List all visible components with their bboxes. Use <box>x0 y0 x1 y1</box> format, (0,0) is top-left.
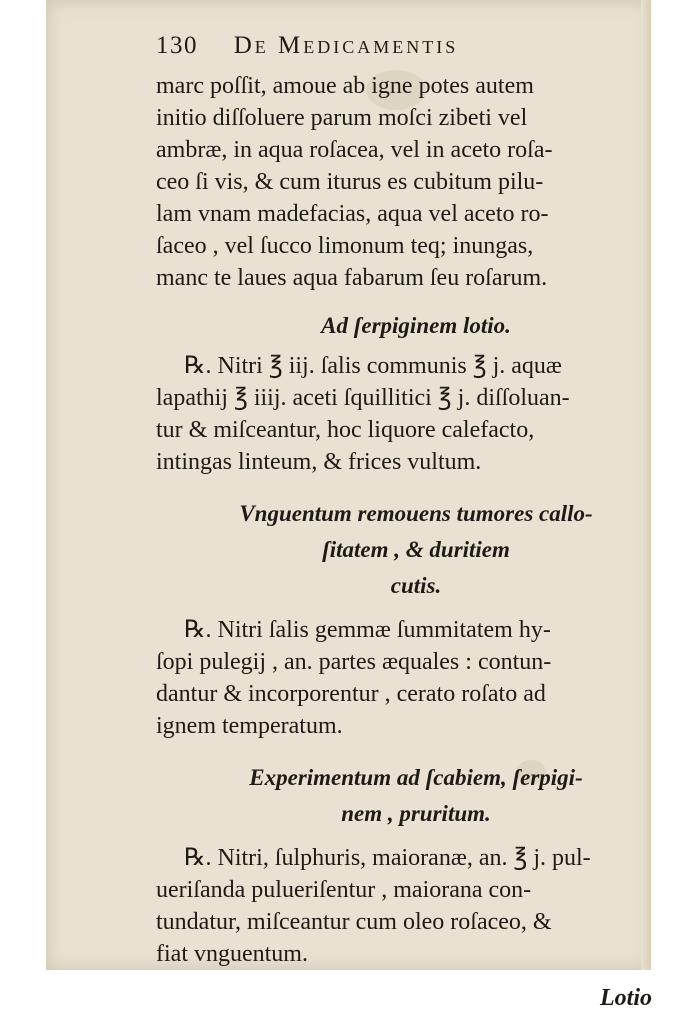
text-line: dantur & incorporentur , cerato roſato ad <box>156 681 546 707</box>
section-heading: nem , pruritum. <box>341 801 491 826</box>
text-line: ceo ſi vis, & cum iturus es cubitum pilu- <box>156 169 544 195</box>
text-line: ℞. Nitri ℥ iij. ſalis communis ℥ j. aquæ <box>184 353 562 379</box>
text-line: ℞. Nitri ſalis gemmæ ſummitatem hy- <box>184 617 551 643</box>
section-heading: Experimentum ad ſcabiem, ſerpigi- <box>249 765 583 790</box>
text-line: marc poſſit, amoue ab igne potes autem <box>156 73 534 99</box>
recipe-paragraph <box>156 614 676 742</box>
text-line: ambræ, in aqua roſacea, vel in aceto roſa- <box>156 137 553 163</box>
text-line: initio diſſoluere parum moſci zibeti vel <box>156 105 528 131</box>
text-line: ſaceo , vel ſucco limonum teq; inungas, <box>156 233 534 259</box>
text-line: ignem temperatum. <box>156 713 343 739</box>
text-line: fiat vnguentum. <box>156 941 308 967</box>
text-line: lapathij ℥ iiij. aceti ſquillitici ℥ j. diſſoluan- <box>156 385 570 411</box>
page-text <box>156 22 676 1014</box>
text-line: manc te laues aqua fabarum ſeu roſarum. <box>156 265 548 291</box>
text-line: lam vnam madefacias, aqua vel aceto ro- <box>156 201 549 227</box>
section-heading: Ad ſerpiginem lotio. <box>321 313 511 338</box>
text-line: tundatur, miſceantur cum oleo roſaceo, & <box>156 909 552 935</box>
section-heading: Vnguentum remouens tumores callo- <box>239 501 593 526</box>
paragraph-continued <box>156 70 676 294</box>
running-title: De Medicamentis <box>233 32 459 59</box>
text-line: ſopi pulegij , an. partes æquales : contun- <box>156 649 552 675</box>
book-page <box>46 0 652 1011</box>
page-header <box>156 22 676 70</box>
catchword: Lotio <box>600 985 652 1011</box>
section-heading: ſitatem , & duritiem <box>322 537 510 562</box>
text-line: ueriſanda pulueriſentur , maiorana con- <box>156 877 532 903</box>
page-number: 130 <box>156 32 198 59</box>
text-line: intingas linteum, & frices vultum. <box>156 449 482 475</box>
section-heading: cutis. <box>390 573 442 598</box>
recipe-paragraph <box>156 842 676 970</box>
recipe-paragraph <box>156 350 676 478</box>
text-line: tur & miſceantur, hoc liquore calefacto, <box>156 417 535 443</box>
text-line: ℞. Nitri, ſulphuris, maioranæ, an. ℥ j. pul- <box>184 845 591 871</box>
